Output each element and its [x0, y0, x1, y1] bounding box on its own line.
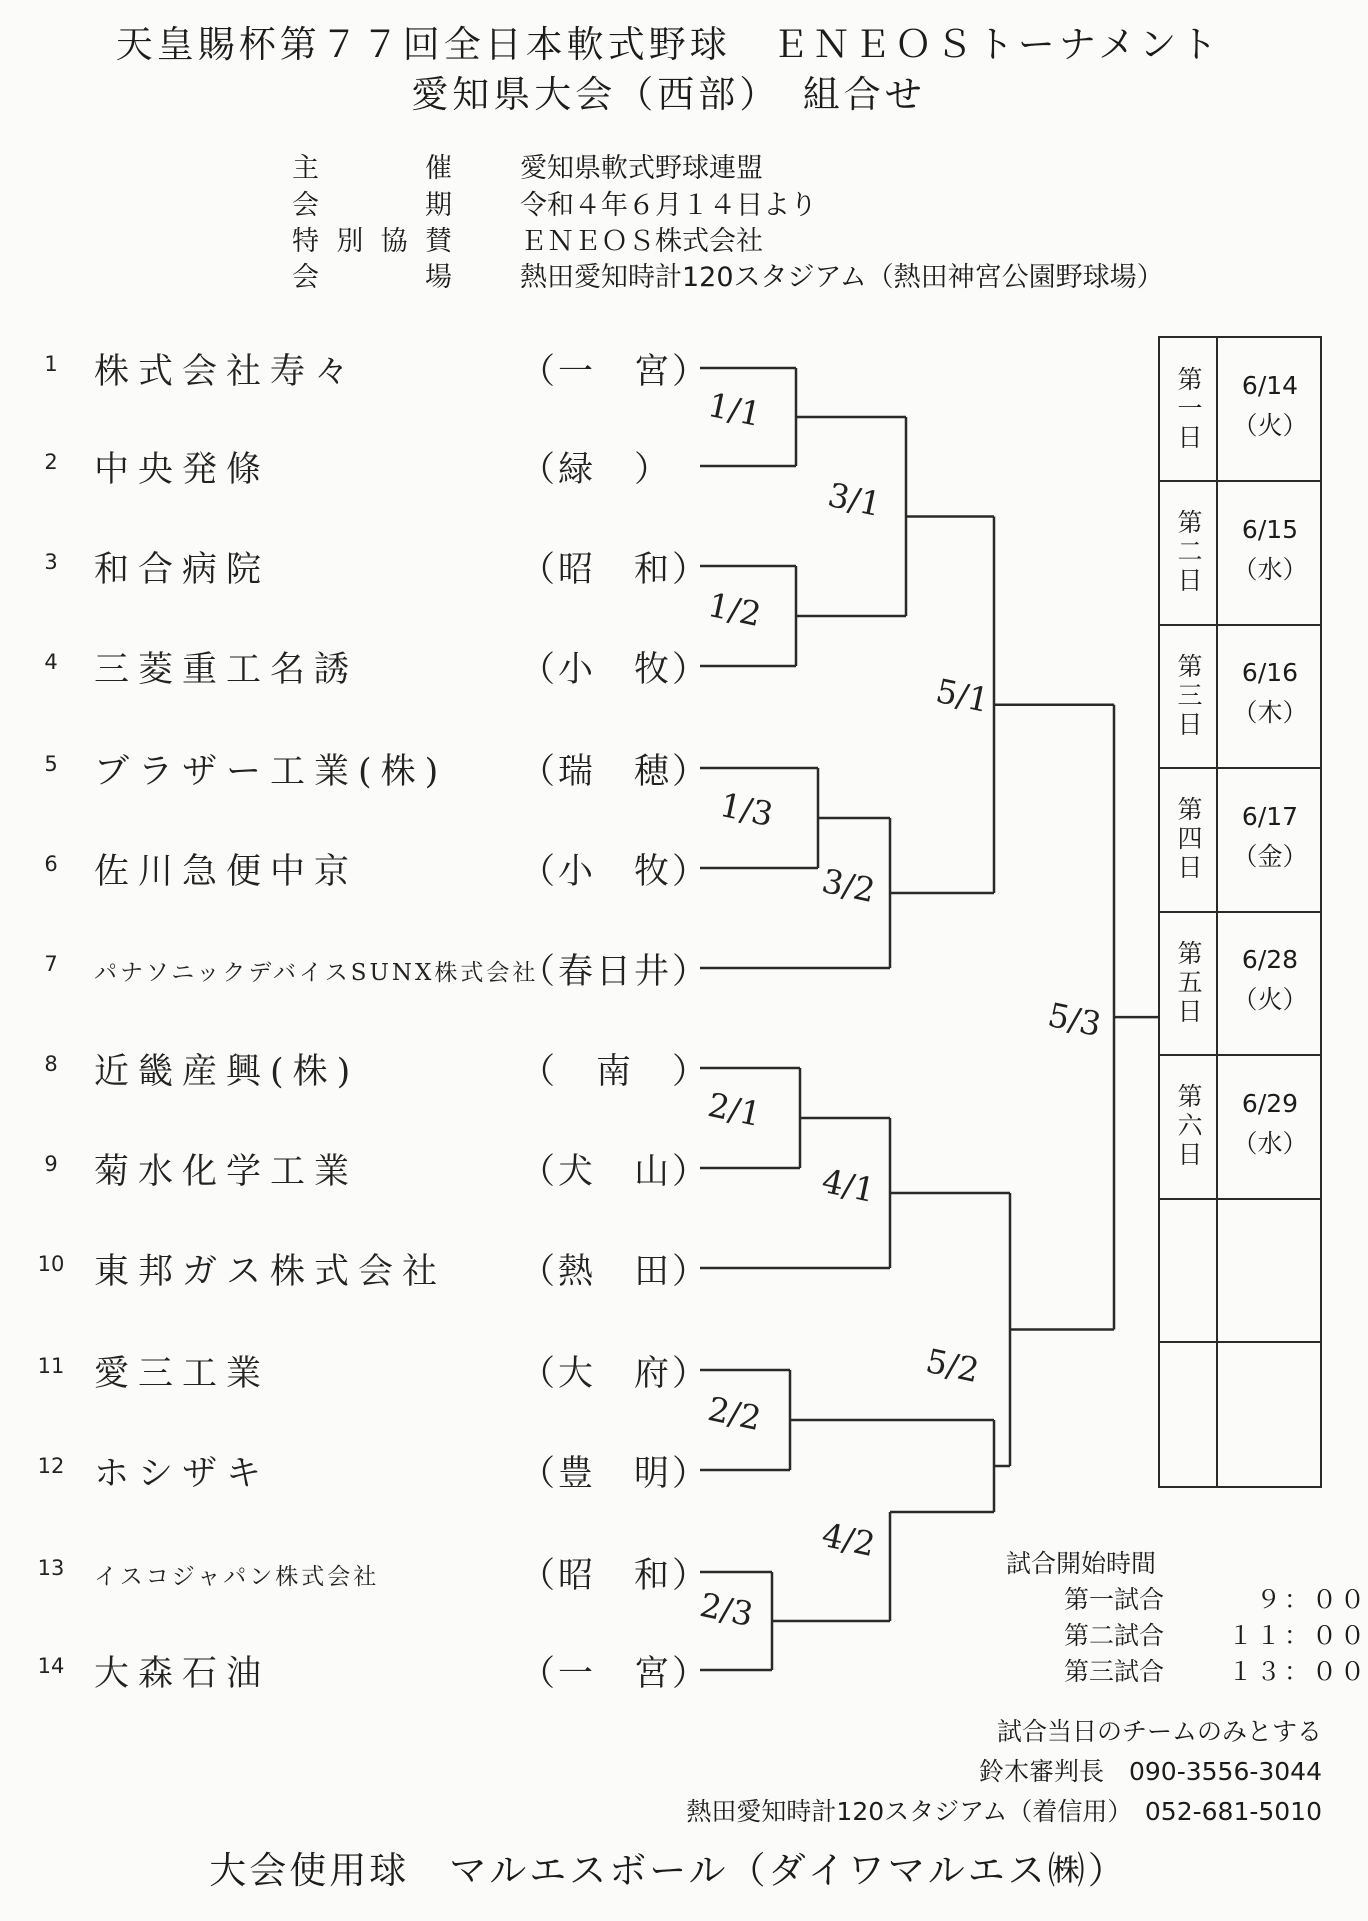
team-number: 13 [37, 1556, 65, 1580]
schedule-date: 6/16 （木） [1232, 658, 1308, 727]
team-name: 近畿産興(株) [94, 1052, 360, 1092]
schedule-row [1160, 1056, 1320, 1200]
info-value: 令和４年６月１４日より [520, 190, 817, 221]
schedule-row [1160, 625, 1320, 769]
team-name: ホシザキ [94, 1454, 271, 1494]
start-time-value: １３：００ [1227, 1657, 1368, 1686]
team-region: （大 府） [520, 1354, 711, 1394]
team-number: 1 [44, 352, 58, 376]
match-label: 2/1 [704, 1084, 765, 1135]
schedule-day: 第五日 [1160, 912, 1218, 1054]
info-value: 熱田愛知時計120スタジアム（熱田神宮公園野球場） [520, 262, 1164, 293]
schedule-day: 第二日 [1160, 482, 1218, 624]
match-label: 1/3 [716, 784, 777, 835]
start-time-label: 第二試合 [1064, 1621, 1165, 1650]
schedule-day [1160, 1343, 1218, 1487]
team-region: （昭 和） [520, 1556, 711, 1596]
schedule-date: 6/28 （火） [1232, 945, 1308, 1014]
match-label: 1/1 [704, 384, 765, 435]
match-label: 4/1 [818, 1160, 879, 1211]
match-label: 5/3 [1044, 994, 1105, 1045]
team-name: 中央発條 [94, 450, 271, 490]
team-region: （瑞 穂） [520, 752, 711, 792]
footer-ball: 大会使用球 マルエスボール（ダイワマルエス㈱） [209, 1849, 1128, 1892]
team-number: 8 [44, 1052, 58, 1076]
team-region: （豊 明） [520, 1454, 711, 1494]
info-label: 特 別 協 賛 [292, 226, 452, 257]
team-region: （一 宮） [520, 1654, 711, 1694]
info-label: 主 催 [292, 153, 452, 184]
start-time-value: １１：００ [1227, 1621, 1368, 1650]
team-name: 和合病院 [94, 550, 271, 590]
match-label: 2/3 [696, 1584, 757, 1635]
info-value: ＥＮＥＯＳ株式会社 [520, 226, 763, 257]
team-name: 佐川急便中京 [94, 852, 359, 892]
page-title: 天皇賜杯第７７回全日本軟式野球 ＥＮＥＯＳトーナメント [115, 23, 1222, 66]
team-name: 菊水化学工業 [94, 1152, 359, 1192]
info-label: 会 期 [292, 190, 452, 221]
info-value: 愛知県軟式野球連盟 [520, 153, 763, 184]
team-number: 3 [44, 550, 58, 574]
schedule-date: 6/17 （金） [1232, 801, 1308, 871]
note-line: 鈴木審判長 090-3556-3044 [978, 1757, 1322, 1786]
schedule-day: 第一日 [1160, 338, 1218, 480]
schedule-row [1160, 769, 1320, 913]
team-region: （ 南 ） [520, 1052, 711, 1092]
schedule-day: 第三日 [1160, 625, 1218, 767]
team-name: 株式会社寿々 [94, 352, 359, 392]
team-region: （小 牧） [520, 852, 711, 892]
schedule-day: 第四日 [1160, 769, 1218, 911]
schedule-row [1160, 338, 1320, 482]
match-label: 3/2 [818, 860, 879, 911]
schedule-row [1160, 1343, 1320, 1487]
schedule-date: 6/14 （火） [1232, 371, 1308, 440]
team-name: 大森石油 [94, 1654, 271, 1694]
schedule-row [1160, 912, 1320, 1056]
team-region: （小 牧） [520, 650, 711, 690]
match-label: 1/2 [704, 584, 765, 635]
match-label: 2/2 [704, 1388, 765, 1439]
team-number: 7 [44, 952, 58, 976]
schedule-row [1160, 482, 1320, 626]
team-name: パナソニックデバイスSUNX株式会社 [94, 960, 539, 986]
note-line: 試合当日のチームのみとする [996, 1717, 1322, 1746]
match-label: 5/1 [932, 670, 993, 721]
team-name: 東邦ガス株式会社 [94, 1252, 447, 1292]
note-line: 熱田愛知時計120スタジアム（着信用） 052-681-5010 [686, 1797, 1322, 1826]
start-time-label: 第三試合 [1064, 1657, 1165, 1686]
start-time-value: ９：００ [1255, 1585, 1368, 1614]
team-number: 14 [37, 1654, 65, 1678]
schedule-row [1160, 1199, 1320, 1343]
team-name: 三菱重工名誘 [94, 650, 359, 690]
match-label: 3/1 [824, 474, 885, 525]
start-times-heading: 試合開始時間 [1006, 1549, 1157, 1578]
team-number: 4 [44, 650, 58, 674]
team-number: 11 [37, 1354, 65, 1378]
team-name: 愛三工業 [94, 1354, 271, 1394]
info-label: 会 場 [292, 262, 452, 293]
page-subtitle: 愛知県大会（西部） 組合せ [411, 73, 926, 116]
team-number: 10 [37, 1252, 65, 1276]
team-region: （緑 ） [520, 450, 673, 490]
team-region: （春日井） [520, 952, 711, 992]
team-number: 2 [44, 450, 58, 474]
schedule-day: 第六日 [1160, 1056, 1218, 1198]
schedule-date: 6/29 （水） [1232, 1088, 1308, 1158]
team-name: イスコジャパン株式会社 [94, 1564, 380, 1590]
team-region: （一 宮） [520, 352, 711, 392]
team-name: ブラザー工業(株) [94, 752, 448, 792]
team-region: （犬 山） [520, 1152, 711, 1192]
match-label: 4/2 [818, 1514, 879, 1565]
match-label: 5/2 [922, 1340, 983, 1391]
team-number: 6 [44, 852, 58, 876]
team-region: （熱 田） [520, 1252, 711, 1292]
team-number: 12 [37, 1454, 65, 1478]
team-region: （昭 和） [520, 550, 711, 590]
schedule-day [1160, 1199, 1218, 1341]
schedule-date: 6/15 （水） [1232, 514, 1308, 584]
team-number: 9 [44, 1152, 58, 1176]
schedule-table [1158, 336, 1322, 1488]
team-number: 5 [44, 752, 58, 776]
start-time-label: 第一試合 [1064, 1585, 1165, 1614]
